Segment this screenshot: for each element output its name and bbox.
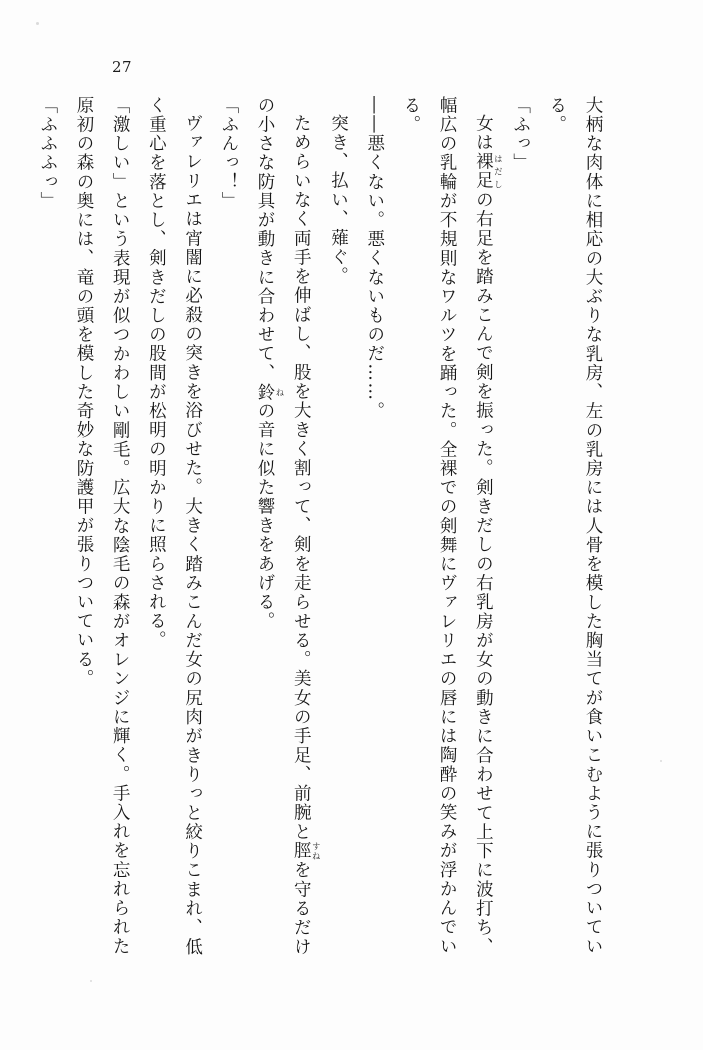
paper-speck — [36, 22, 39, 25]
paragraph: 大柄な肉体に相応の大ぶりな乳房、左の乳房には人骨を模した胸当てが食いこむように張りついている。 — [546, 96, 603, 956]
dialogue-line: 「ふんっ！」 — [218, 96, 239, 211]
paragraph: 「激しい」という表現が似つかわしい剛毛。広大な陰毛の森がオレンジに輝く。手入れを忘れられた原初の森の奥には、竜の頭を模した奇妙な防護甲が張りついている。 — [73, 96, 131, 956]
paragraph: 突き、払い、薙ぐ。 — [328, 113, 349, 286]
dialogue-line: 「ふふふっ」 — [37, 96, 58, 211]
paper-speck — [660, 760, 662, 762]
paragraph: ためらいなく両手を伸ばし、股を大きく割って、剣を走らせる。美女の手足、前腕と脛 すねを守るだけの小さな防具が動きに合わせて、鈴 ねの音に似た響きをあげる。 — [255, 96, 321, 956]
paragraph: ヴァレリエは宵闇に必殺の突きを浴びせた。大きく踏みこんだ女の尻肉がきりっと絞りこまれ、低く重心を落とし、剣きだしの股間が松明の明かりに照らされる。 — [146, 96, 203, 956]
dialogue-line: 「ふっ」 — [510, 96, 531, 173]
body-text — [37, 96, 611, 957]
paragraph: 女は裸足 はだしの右足を踏みこんで剣を振った。剣きだしの右乳房が女の動きに合わせて上下に波打ち、幅広の乳輪が不規則なワルツを踊った。全裸での剣舞にヴァレリエの唇には陶酔の笑みが浮かんでいる。 — [400, 96, 503, 957]
page-number: 27 — [112, 58, 133, 76]
paper-speck — [90, 980, 92, 982]
paragraph: ――悪くない。悪くないものだ……。 — [364, 96, 385, 421]
